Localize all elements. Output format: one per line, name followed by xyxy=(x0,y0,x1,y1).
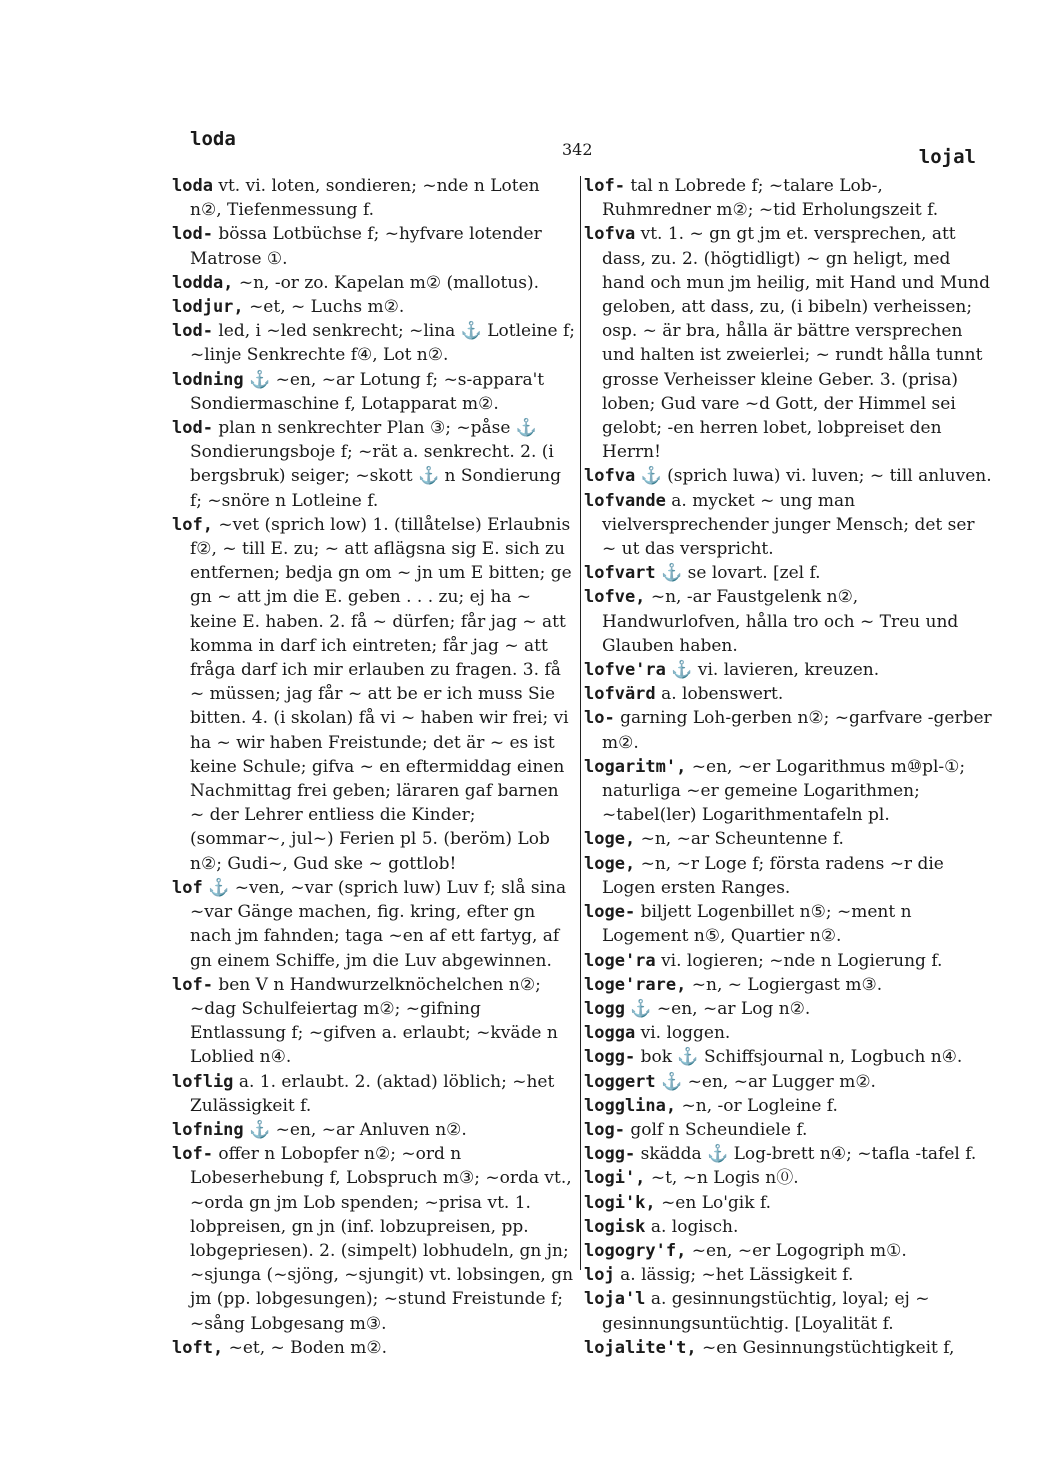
dictionary-entry xyxy=(584,755,992,828)
entry-definition: a. lässig; ~het Lässigkeit f. xyxy=(620,1265,854,1286)
entry-definition: a. lobenswert. xyxy=(661,684,784,705)
dictionary-entry xyxy=(172,222,575,270)
dictionary-entry xyxy=(172,876,575,973)
dictionary-entry xyxy=(172,174,575,222)
entry-headword: lod- xyxy=(172,418,213,439)
entry-headword: lod- xyxy=(172,321,213,342)
dictionary-entry xyxy=(584,1045,992,1069)
entry-headword: logaritm', xyxy=(584,756,687,777)
dictionary-entry xyxy=(172,271,575,295)
entry-definition: golf n Scheundiele f. xyxy=(630,1119,808,1140)
entry-headword: loge, xyxy=(584,829,636,850)
entry-definition: ⚓ se lovart. [zel f. xyxy=(661,563,821,584)
dictionary-entry xyxy=(584,973,992,997)
dictionary-entry xyxy=(584,1336,992,1360)
entry-definition: tal n Lobrede f; ~talare Lob-, Ruhmredner m②; ~tid Erholungszeit f. xyxy=(602,176,939,221)
entry-headword: lof, xyxy=(172,514,213,535)
dictionary-entry xyxy=(172,513,575,876)
entry-definition: ⚓ (sprich luwa) vi. luven; ~ till anluven. xyxy=(640,466,992,487)
dictionary-entry xyxy=(584,900,992,948)
entry-definition: ~et, ~ Boden m②. xyxy=(228,1337,387,1358)
dictionary-entry xyxy=(584,706,992,754)
entry-headword: lodda, xyxy=(172,272,234,293)
guide-word-left: loda xyxy=(190,128,236,150)
entry-definition: ⚓ ~en, ~ar Lugger m②. xyxy=(661,1071,876,1092)
dictionary-entry xyxy=(584,852,992,900)
dictionary-entry xyxy=(584,585,992,658)
entry-definition: led, i ~led senkrecht; ~lina ⚓ Lotleine f; ~linje Senkrechte f④, Lot n②. xyxy=(190,321,575,366)
entry-headword: loge, xyxy=(584,853,636,874)
entry-headword: log- xyxy=(584,1119,625,1140)
dictionary-entry xyxy=(584,222,992,464)
entry-headword: logga xyxy=(584,1023,636,1044)
entry-definition: a. logisch. xyxy=(650,1216,739,1237)
dictionary-entry xyxy=(172,1070,575,1118)
entry-headword: lodjur, xyxy=(172,297,244,318)
dictionary-entry xyxy=(584,658,992,682)
dictionary-entry xyxy=(584,827,992,851)
entry-headword: lofvande xyxy=(584,490,666,511)
entry-headword: loge'ra xyxy=(584,950,656,971)
dictionary-entry xyxy=(172,1118,575,1142)
entry-definition: ben V n Handwurzelknöchelchen n②; ~dag Schulfeiertag m②; ~gifning Entlassung f; ~gifven a. erlaubt; ~kväde n Loblied n④. xyxy=(190,974,558,1068)
entry-headword: logisk xyxy=(584,1216,646,1237)
entry-definition: ⚓ ~en, ~ar Lotung f; ~s-appara't Sondiermaschine f, Lotapparat m②. xyxy=(190,369,545,414)
dictionary-entry xyxy=(584,949,992,973)
entry-headword: logi', xyxy=(584,1168,646,1189)
entry-headword: lofva xyxy=(584,224,636,245)
entry-headword: loj xyxy=(584,1265,615,1286)
entry-headword: logg- xyxy=(584,1047,636,1068)
entry-definition: ⚓ ~en, ~ar Log n②. xyxy=(630,998,811,1019)
entry-definition: ~en Lo'gik f. xyxy=(661,1192,772,1213)
dictionary-entry xyxy=(584,1287,992,1335)
entry-headword: lofve, xyxy=(584,587,646,608)
entry-headword: logi'k, xyxy=(584,1192,656,1213)
entry-headword: lo- xyxy=(584,708,615,729)
entry-definition: plan n senkrechter Plan ③; ~påse ⚓ Sondierungsboje f; ~rät a. senkrecht. 2. (i bergsbruk) seiger; ~skott ⚓ n Sondierung f; ~snöre n Lotleine f. xyxy=(190,418,562,511)
dictionary-entry xyxy=(584,1118,992,1142)
dictionary-entry xyxy=(584,1142,992,1166)
dictionary-entry xyxy=(584,1070,992,1094)
left-column xyxy=(172,174,575,1360)
entry-headword: lodning xyxy=(172,369,244,390)
entry-headword: logglina, xyxy=(584,1095,677,1116)
entry-headword: lof- xyxy=(172,974,213,995)
dictionary-entry xyxy=(584,174,992,222)
dictionary-entry xyxy=(584,997,992,1021)
dictionary-entry xyxy=(584,1215,992,1239)
dictionary-entry xyxy=(172,1142,575,1336)
dictionary-entry xyxy=(584,464,992,488)
dictionary-entry xyxy=(584,1094,992,1118)
entry-definition: ~t, ~n Logis n⓪. xyxy=(650,1168,799,1189)
entry-definition: ~en, ~er Logarithmus m⑩pl-①; naturliga ~er gemeine Logarithmen; ~tabel(ler) Logarithmentafeln pl. xyxy=(602,756,966,826)
entry-definition: a. mycket ~ ung man vielversprechender junger Mensch; det ser ~ ut das verspricht. xyxy=(602,490,975,560)
guide-word-right: lojal xyxy=(918,146,976,168)
entry-headword: loge- xyxy=(584,902,636,923)
entry-definition: skädda ⚓ Log-brett n④; ~tafla -tafel f. xyxy=(640,1144,977,1165)
dictionary-entry xyxy=(584,1166,992,1190)
entry-definition: bok ⚓ Schiffsjournal n, Logbuch n④. xyxy=(640,1047,963,1068)
entry-headword: loggert xyxy=(584,1071,656,1092)
entry-definition: ⚓ vi. lavieren, kreuzen. xyxy=(671,660,880,681)
entry-headword: lofve'ra xyxy=(584,660,666,681)
entry-headword: lof- xyxy=(584,176,625,196)
entry-definition: ~vet (sprich low) 1. (tillåtelse) Erlaubnis f②, ~ till E. zu; ~ att aflägsna sig E. sich zu entfernen; bedja gn om ~ jn um E bitten; ge gn ~ att jm die E. geben . . . zu; ej ha ~ keine E. haben. 2. få ~ dürfen; får jag ~ att komma in darf ich eintreten; får jag ~ att fråga darf ich mir erlauben zu fragen. 3. få ~ müssen; jag får ~ att be er ich muss Sie bitten. 4. (i skolan) få vi ~ haben wir frei; vi ha ~ wir haben Freistunde; det är ~ es ist keine Schule; gifva ~ en eftermiddag einen Nachmittag frei geben; läraren gaf barnen ~ der Lehrer entliess die Kinder; (sommar~, jul~) Ferien pl 5. (beröm) Lob n②; Gudi~, Gud ske ~ gottlob! xyxy=(190,514,572,874)
entry-headword: loflig xyxy=(172,1071,234,1092)
entry-definition: ~en Gesinnungstüchtigkeit f, xyxy=(702,1337,955,1358)
dictionary-entry xyxy=(584,1263,992,1287)
entry-definition: ~n, ~r Loge f; första radens ~r die Logen ersten Ranges. xyxy=(602,853,944,898)
entry-definition: bössa Lotbüchse f; ~hyfvare lotender Matrose ①. xyxy=(190,224,542,269)
entry-definition: ⚓ ~en, ~ar Anluven n②. xyxy=(249,1119,467,1140)
right-column xyxy=(584,174,992,1360)
entry-definition: a. gesinnungstüchtig, loyal; ej ~ gesinnungsuntüchtig. [Loyalität f. xyxy=(602,1289,930,1334)
dictionary-entry xyxy=(584,1021,992,1045)
dictionary-entry xyxy=(584,561,992,585)
entry-headword: lofvärd xyxy=(584,684,656,705)
dictionary-entry xyxy=(584,1239,992,1263)
dictionary-entry xyxy=(172,295,575,319)
entry-definition: ~en, ~er Logogriph m①. xyxy=(691,1240,907,1261)
dictionary-entry xyxy=(584,1191,992,1215)
entry-headword: logogry'f, xyxy=(584,1240,687,1261)
entry-headword: lofning xyxy=(172,1119,244,1140)
entry-headword: lod- xyxy=(172,224,213,245)
entry-definition: vt. 1. ~ gn gt jm et. versprechen, att dass, zu. 2. (högtidligt) ~ gn heligt, med hand och mun jm heilig, mit Hand und Mund geloben, att dass, zu, (i bibeln) verheissen; osp. ~ är bra, hålla är bättre versprechen und halten ist zweierlei; ~ rundt hålla tunnt grosse Verheisser kleine Geber. 3. (prisa) loben; Gud vare ~d Gott, der Himmel sei gelobt; -en herren lobet, lobpreiset den Herrn! xyxy=(602,224,991,463)
entry-headword: lof- xyxy=(172,1144,213,1165)
entry-definition: ~et, ~ Luchs m②. xyxy=(249,297,405,318)
dictionary-entry xyxy=(172,319,575,367)
dictionary-entry xyxy=(584,489,992,562)
entry-definition: ~n, -or zo. Kapelan m② (mallotus). xyxy=(238,272,540,293)
entry-definition: vi. loggen. xyxy=(640,1023,731,1044)
entry-headword: loja'l xyxy=(584,1289,646,1310)
dictionary-entry xyxy=(172,973,575,1070)
entry-definition: ⚓ ~ven, ~var (sprich luw) Luv f; slå sina ~var Gänge machen, fig. kring, efter gn nach jm fahnden; taga ~en af ett fartyg, af gn einem Schiffe, jm die Luv abgewinnen. xyxy=(190,877,567,971)
entry-definition: garning Loh-gerben n②; ~garfvare -gerber m②. xyxy=(602,708,992,753)
entry-definition: a. 1. erlaubt. 2. (aktad) löblich; ~het Zulässigkeit f. xyxy=(190,1071,555,1116)
entry-headword: loge'rare, xyxy=(584,974,687,995)
entry-definition: ~n, ~ar Scheuntenne f. xyxy=(640,829,844,850)
entry-definition: vt. vi. loten, sondieren; ~nde n Loten n②, Tiefenmessung f. xyxy=(190,176,540,221)
entry-headword: loda xyxy=(172,176,213,196)
entry-definition: ~n, ~ Logiergast m③. xyxy=(691,974,883,995)
entry-definition: vi. logieren; ~nde n Logierung f. xyxy=(661,950,943,971)
entry-definition: biljett Logenbillet n⑤; ~ment n Logement n⑤, Quartier n②. xyxy=(602,902,912,947)
entry-headword: loft, xyxy=(172,1337,224,1358)
entry-headword: lofvart xyxy=(584,563,656,584)
column-divider xyxy=(580,176,581,1270)
entry-headword: lof xyxy=(172,877,203,898)
entry-headword: lofva xyxy=(584,466,636,487)
entry-definition: ~n, -or Logleine f. xyxy=(681,1095,838,1116)
page-number: 342 xyxy=(562,140,593,159)
dictionary-entry xyxy=(172,1336,575,1360)
entry-headword: logg- xyxy=(584,1144,636,1165)
dictionary-entry xyxy=(584,682,992,706)
entry-headword: lojalite't, xyxy=(584,1337,697,1358)
entry-headword: logg xyxy=(584,998,625,1019)
entry-definition: ~n, -ar Faustgelenk n②, Handwurlofven, hålla tro och ~ Treu und Glauben haben. xyxy=(602,587,959,656)
entry-definition: offer n Lobopfer n②; ~ord n Lobeserhebung f, Lobspruch m③; ~orda vt., ~orda gn jm Lob spenden; ~prisa vt. 1. lobpreisen, gn jn (inf. lobzupreisen, pp. lobgepriesen). 2. (simpelt) lobhudeln, gn jn; ~sjunga (~sjöng, ~sjungit) vt. lobsingen, gn jm (pp. lobgesungen); ~stund Freistunde f; ~sång Lobgesang m③. xyxy=(190,1144,574,1334)
dictionary-entry xyxy=(172,416,575,513)
dictionary-entry xyxy=(172,368,575,416)
